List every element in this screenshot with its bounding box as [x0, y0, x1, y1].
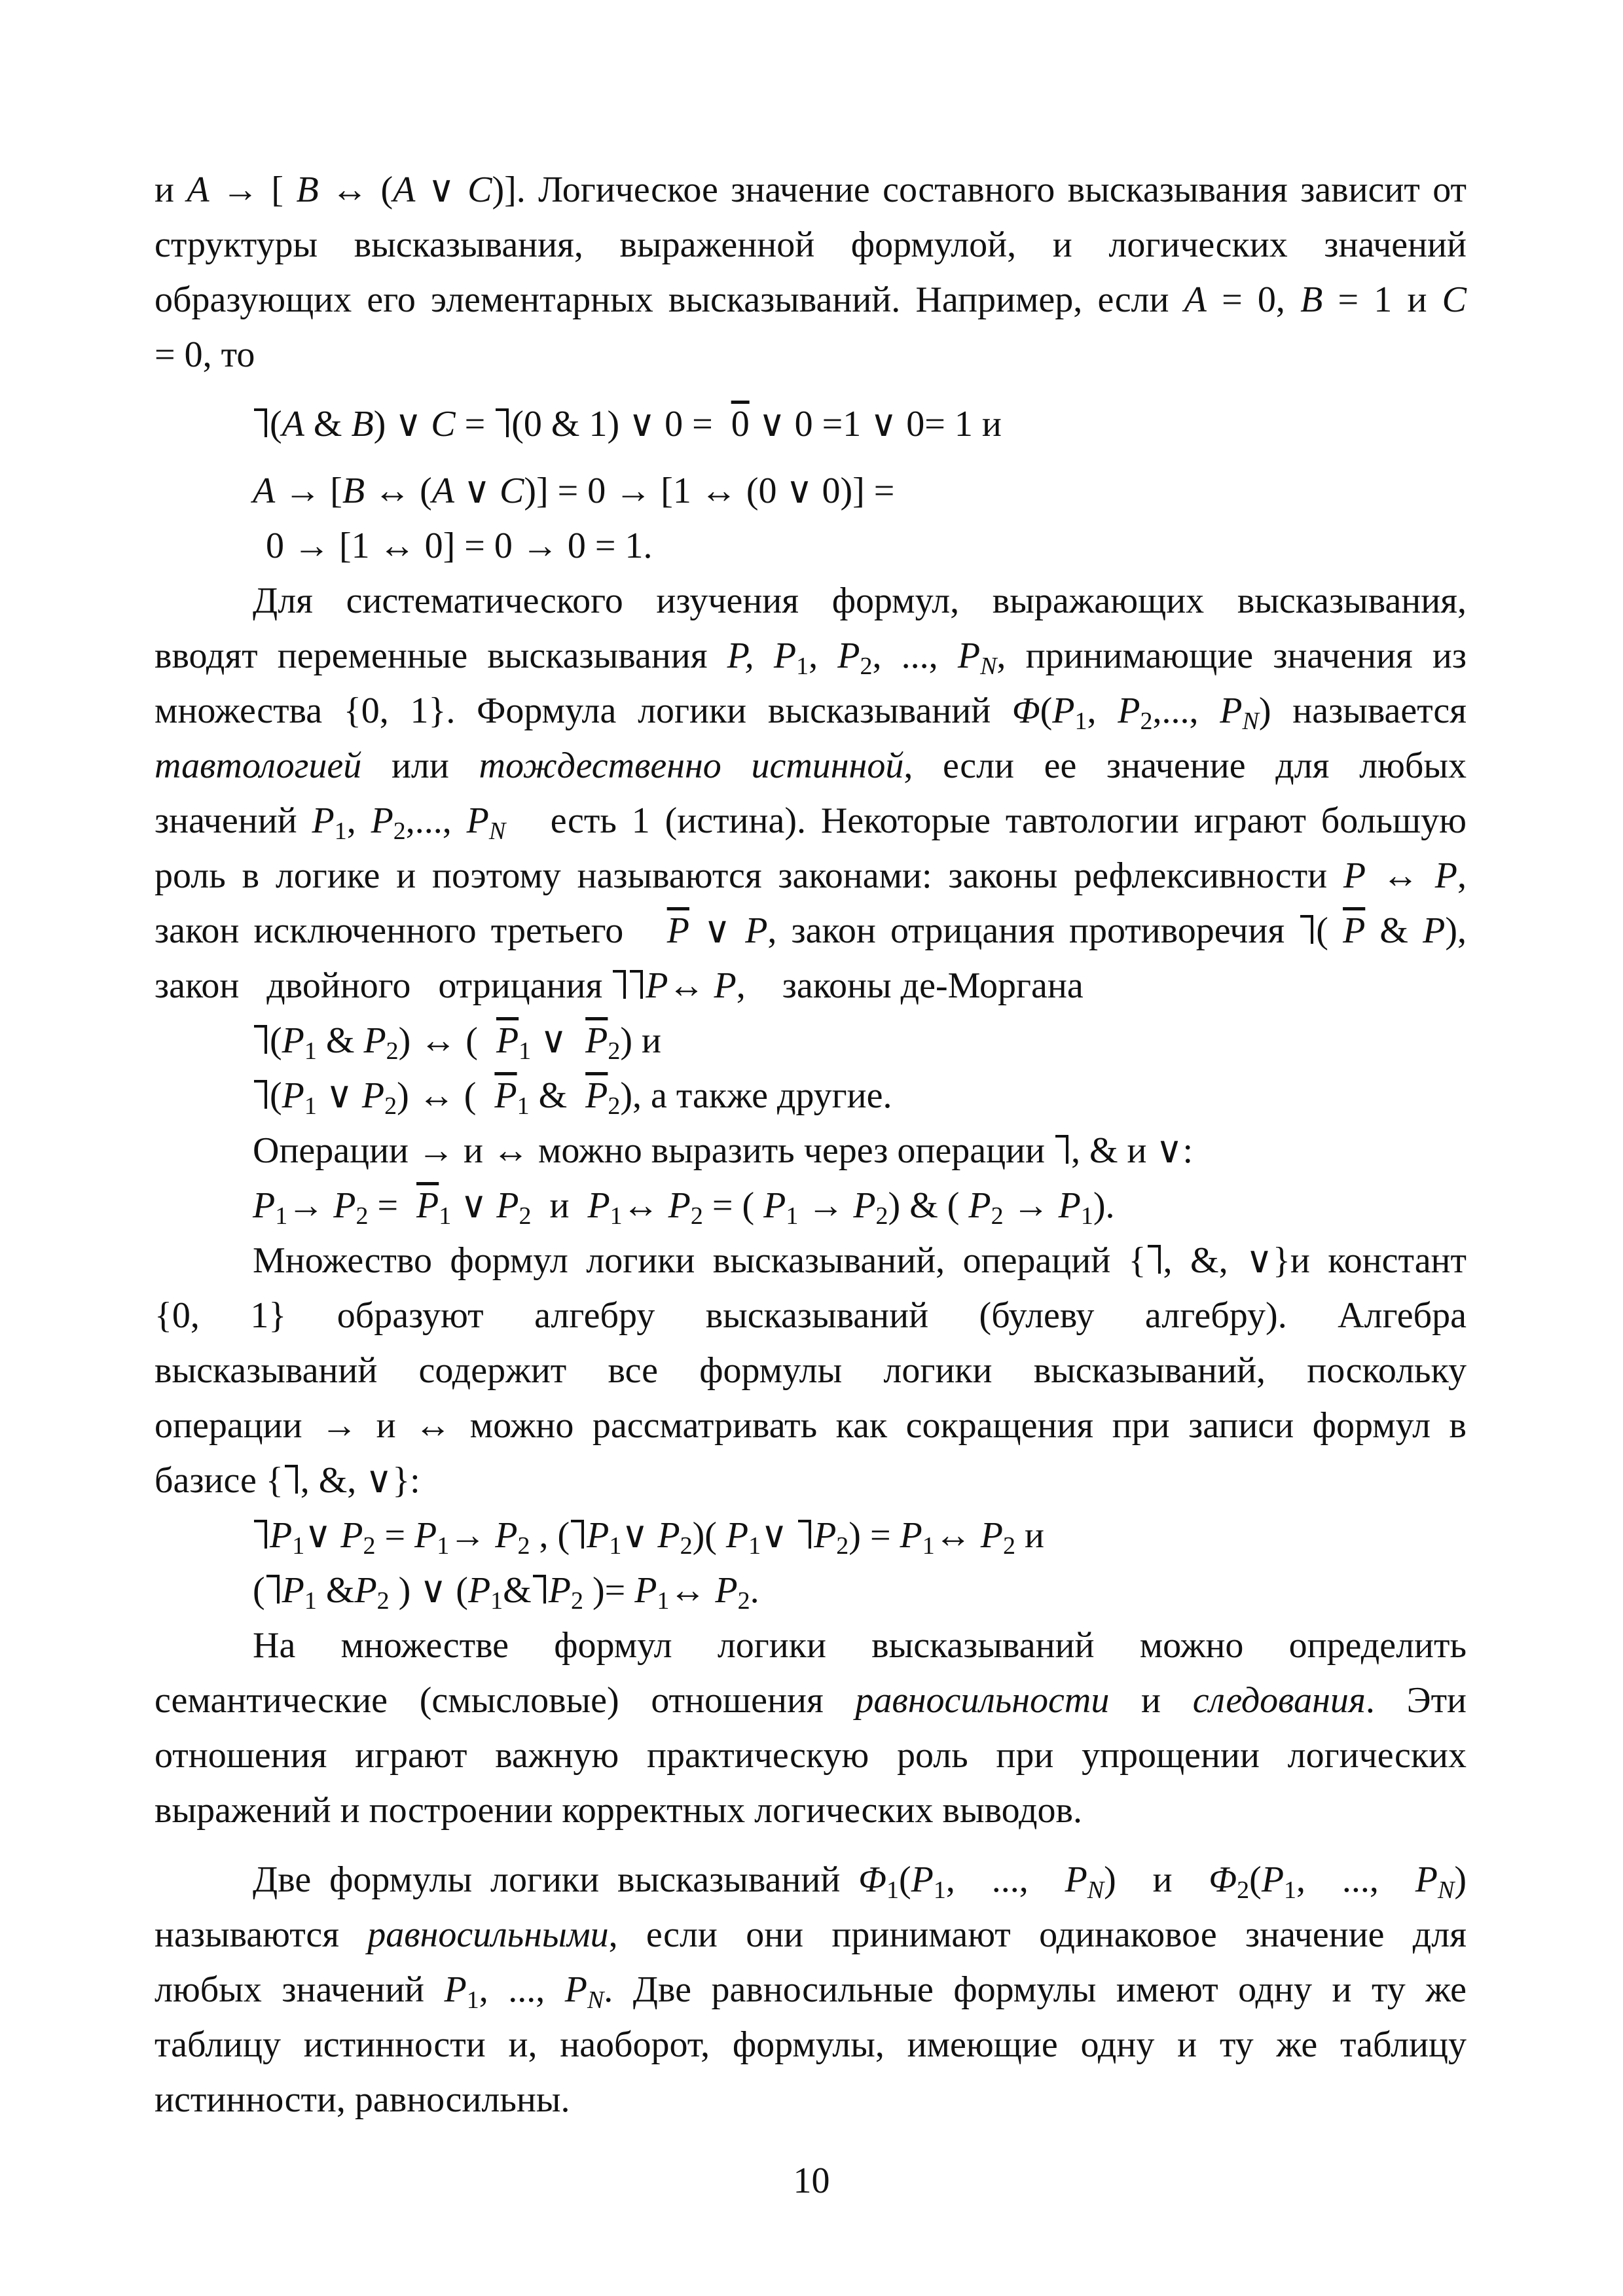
text-line-29: отношения играют важную практическую роль при упрощении логических [155, 1735, 1467, 1776]
page-number: 10 [793, 2161, 830, 2201]
negation-symbol [496, 408, 509, 437]
text-line-32: называются равносильными, если они принимают одинаковое значение для [155, 1914, 1467, 1955]
text-line-2: структуры высказывания, выраженной формулой, и логических значений [155, 224, 1467, 265]
formula-line-3: 0 → [1 ↔ 0] = 0 → 0 = 1. [266, 526, 653, 566]
text-line-34: таблицу истинности и, наоборот, формулы, имеющие одну и ту же таблицу [155, 2024, 1467, 2065]
text-line-33: любых значений $P_1$, ..., $P_N$. Две равносильные формулы имеют одну и ту же [155, 1969, 1467, 2014]
formula-line-5: ($P_1$ ∨ $P_2$) ↔ ( $\overline{P}_1$ & $\overline{P}_2$), а также другие. [253, 1068, 892, 1123]
text-line-15: закон двойного отрицания P↔ P, законы де-Моргана [155, 965, 1084, 1006]
formula-line-6: $P_1\to P_2 = \overline{P}_1$ ∨ $P_2$ и $P_1\leftrightarrow$ $P_2$ = ( $P_1 \to P_2$) & ( $P_2 \to P_1$). [253, 1185, 1115, 1230]
text-line-13: роль в логике и поэтому называются законами: законы рефлексивности P ↔ P, [155, 855, 1467, 896]
text-line-23: операции → и ↔ можно рассматривать как сокращения при записи формул в [155, 1405, 1467, 1446]
text-line-35: истинности, равносильны. [155, 2079, 570, 2120]
text-line-31: Две формулы логики высказываний $\Phi_1(P_1$, ..., $P_N$) и $\Phi_2(P_1$, ..., $P_N$) [253, 1859, 1467, 1904]
negation-symbol [1148, 1245, 1161, 1274]
text-line-22: высказываний содержит все формулы логики высказываний, поскольку [155, 1350, 1467, 1391]
text-line-8: Для систематического изучения формул, выражающих высказывания, [253, 581, 1467, 621]
negation-symbol [254, 1025, 267, 1054]
formula-line-1: (A & B) ∨ C = (0 & 1) ∨ 0 = 0 ∨ 0 =1 ∨ 0= 1 и [253, 397, 1002, 452]
negation-symbol [254, 1520, 267, 1549]
negation-symbol [798, 1520, 811, 1549]
text-line-20: Множество формул логики высказываний, операций { , &, ∨}и констант [253, 1240, 1467, 1281]
formula-line-8: ( $P_1$ $\&P_2$ ) ∨ ($P_1\&$ $P_2$ )= $P_1\leftrightarrow$ $P_2$. [253, 1570, 759, 1615]
text-line-24: базисе { , &, ∨}: [155, 1460, 420, 1501]
text-line-14: закон исключенного третьего $\overline{P}$ ∨ P, закон отрицания противоречия ( $\overline{P}$ & P), [155, 910, 1467, 951]
text-line-1: и A → [ B ↔ (A ∨ C)]. Логическое значение составного высказывания зависит от [155, 170, 1467, 210]
formula-line-4: ($P_1$ & $P_2$) ↔ ( $\overline{P}_1$ ∨ $\overline{P}_2$) и [253, 1013, 661, 1068]
text-line-12: значений $P_1$, $P_2$,..., $P_N$ есть 1 (истина). Некоторые тавтологии играют большую [155, 800, 1467, 845]
text-line-11: тавтологией или тождественно истинной, если ее значение для любых [155, 745, 1467, 786]
negation-symbol [266, 1575, 280, 1604]
negation-symbol [254, 1080, 267, 1109]
text-line-10: множества {0, 1}. Формула логики высказываний $\Phi(P_1$, $P_2$,..., $P_N$) называется [155, 691, 1467, 735]
text-line-4: = 0, то [155, 334, 255, 375]
formula-line-2: A → [B ↔ (A ∨ C)] = 0 → [1 ↔ (0 ∨ 0)] = [253, 471, 895, 511]
negation-symbol [613, 970, 626, 999]
formula-line-7: $P_1\vee$ $P_2 = P_1\to P_2$ , ( $P_1\vee$ $P_2$)( $P_1\vee$ $P_2$) = $P_1\leftrightarrow$ $P_2$ и [253, 1508, 1044, 1563]
negation-symbol [1055, 1135, 1068, 1164]
negation-symbol [285, 1465, 298, 1494]
text-line-21: {0, 1} образуют алгебру высказываний (булеву алгебру). Алгебра [155, 1295, 1467, 1336]
negation-symbol [254, 408, 267, 437]
text-line-18: Операции → и ↔ можно выразить через операции , & и ∨: [253, 1130, 1194, 1171]
negation-symbol [630, 970, 643, 999]
negation-symbol [1300, 915, 1313, 944]
text-line-27: На множестве формул логики высказываний можно определить [253, 1625, 1467, 1666]
negation-symbol [533, 1575, 546, 1604]
text-line-30: выражений и построении корректных логических выводов. [155, 1790, 1082, 1831]
negation-symbol [571, 1520, 584, 1549]
text-line-3: образующих его элементарных высказываний. Например, если A = 0, B = 1 и C [155, 279, 1467, 320]
text-line-28: семантические (смысловые) отношения равносильности и следования. Эти [155, 1680, 1467, 1721]
text-line-9: вводят переменные высказывания P, $P_1$, $P_2$, ..., $P_N$, принимающие значения из [155, 636, 1467, 680]
